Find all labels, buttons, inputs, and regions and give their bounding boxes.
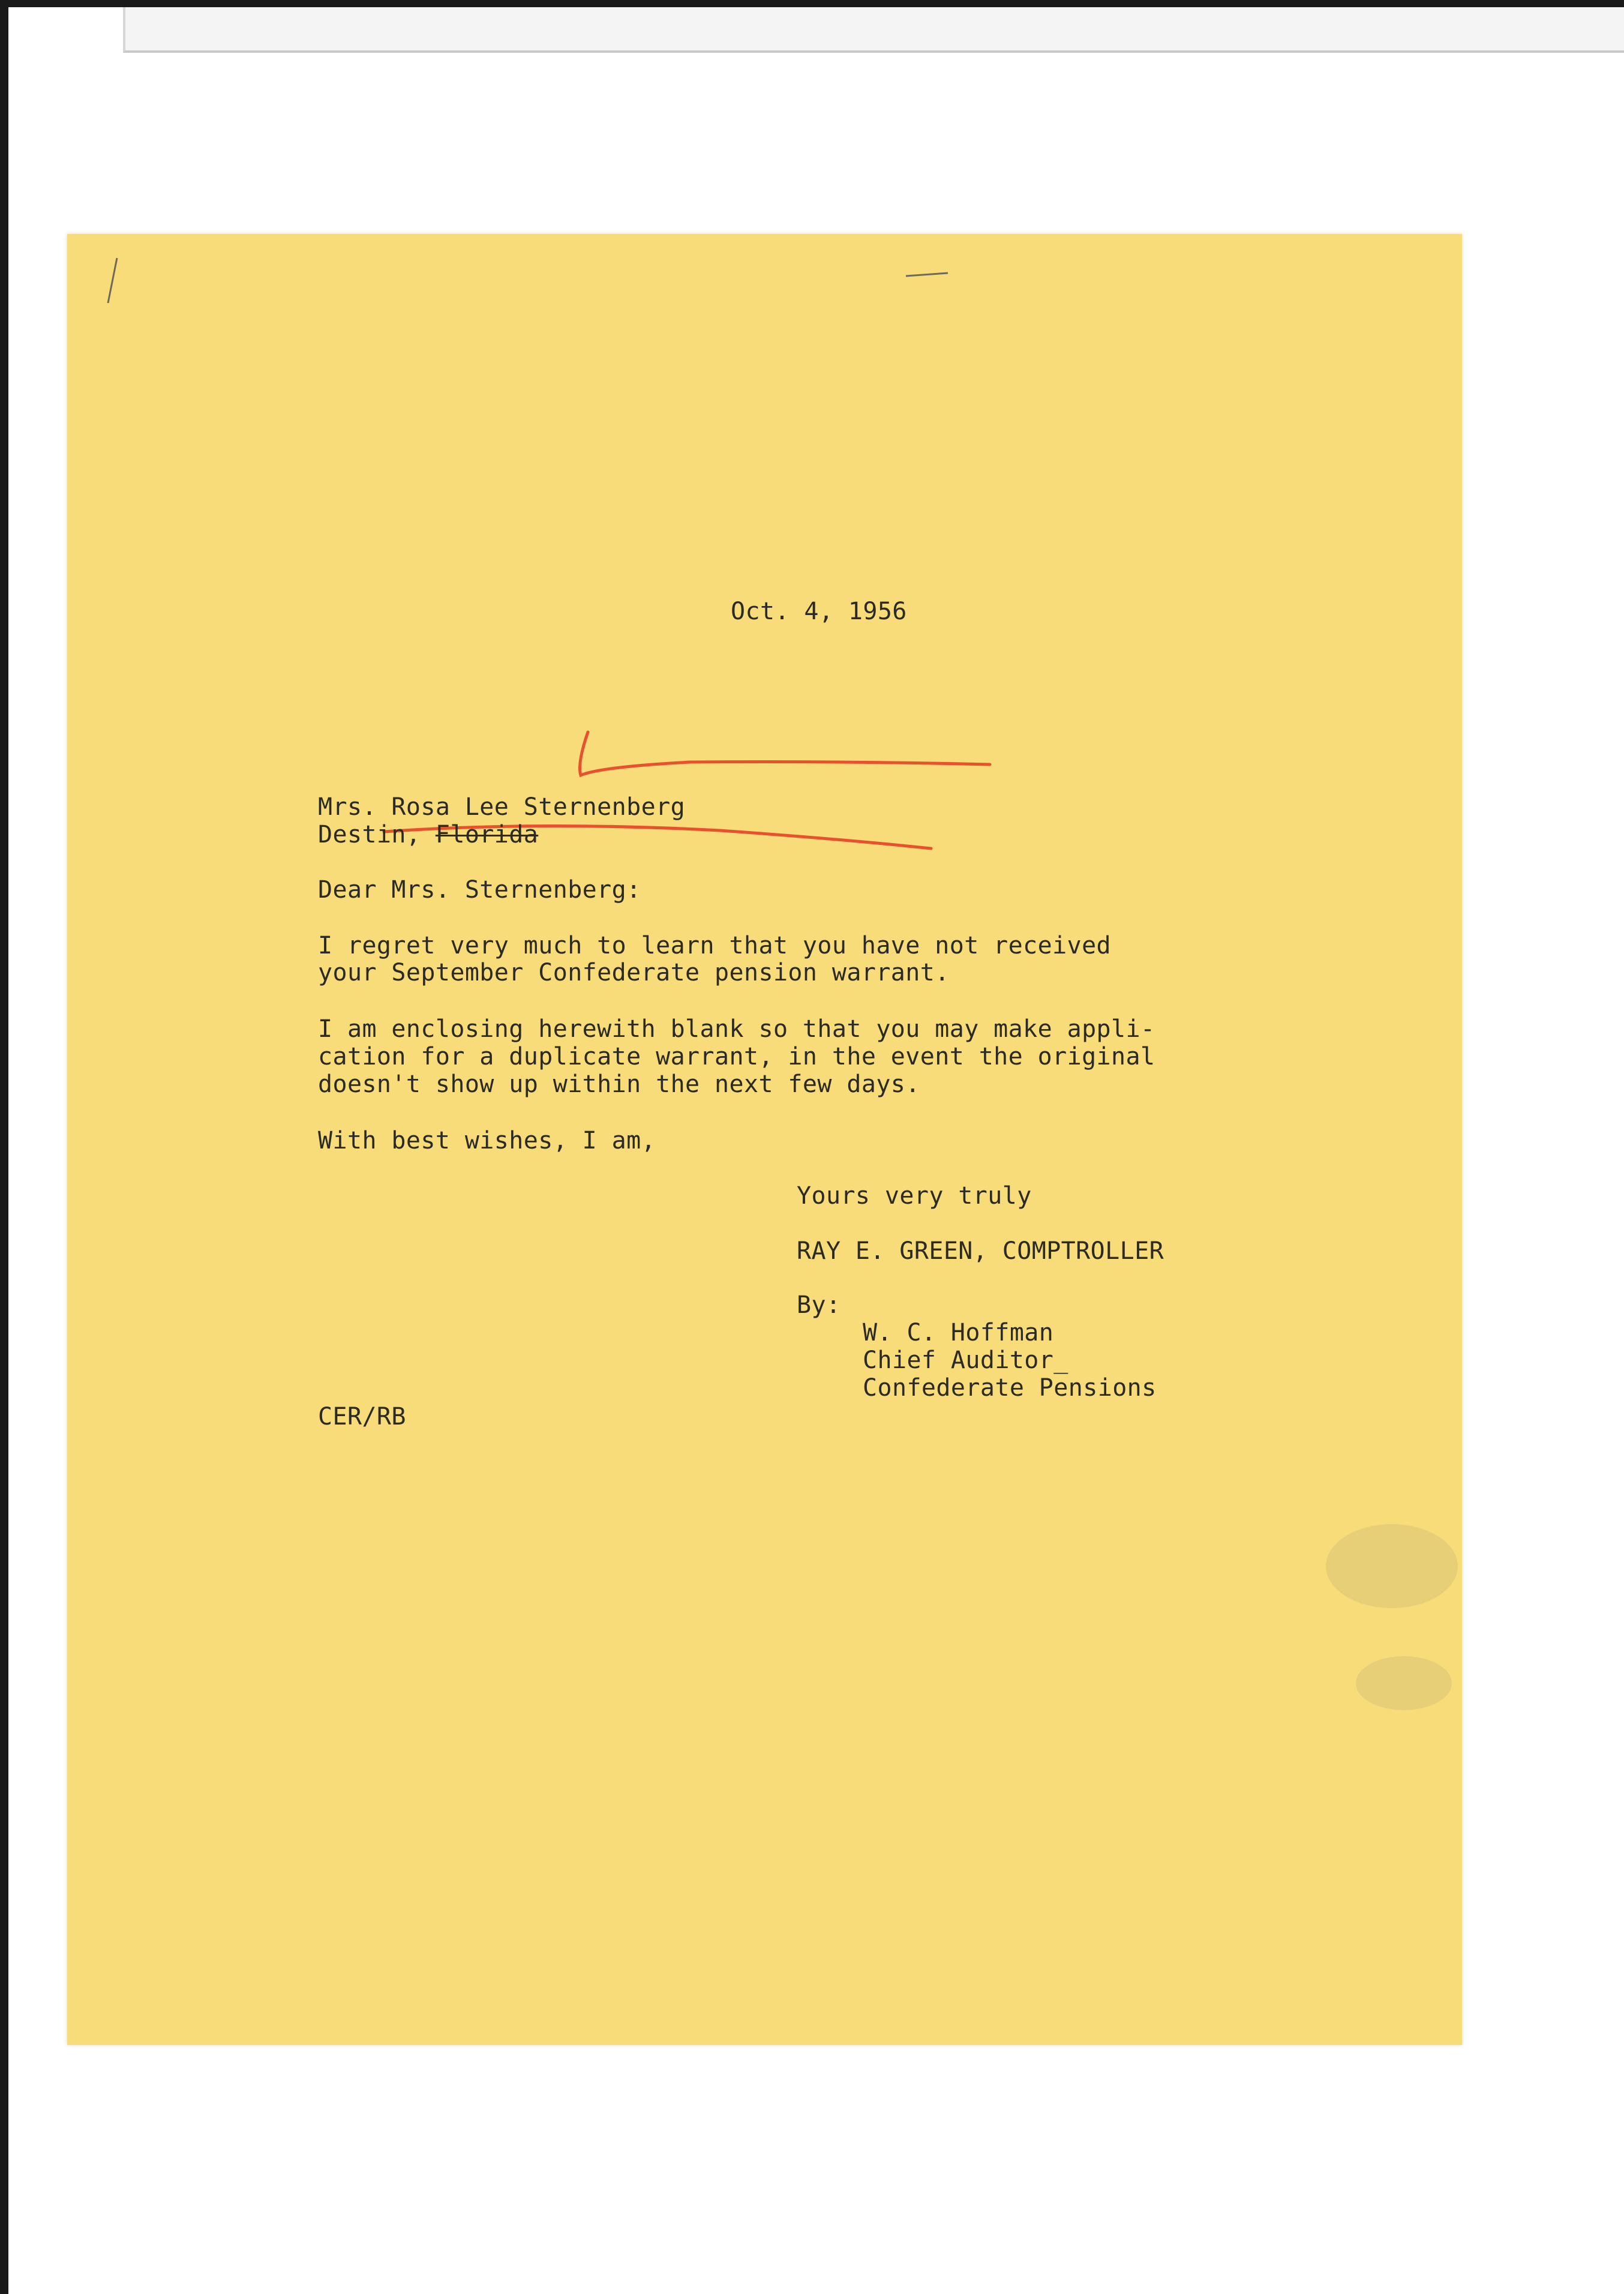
- letter-paper: [67, 234, 1462, 2045]
- scan-top-strip: [123, 7, 1624, 53]
- addressee-address: [318, 821, 538, 848]
- body-line: doesn't show up within the next few days.: [318, 1070, 920, 1098]
- letter-date: Oct. 4, 1956: [731, 598, 907, 625]
- by-label: By:: [797, 1291, 841, 1319]
- complimentary-close: Yours very truly: [797, 1182, 1032, 1210]
- signer-name: W. C. Hoffman: [863, 1319, 1054, 1347]
- scan-frame-top-edge: [0, 0, 1624, 7]
- signatory: RAY E. GREEN, COMPTROLLER: [797, 1237, 1164, 1265]
- body-line: I am enclosing herewith blank so that you may make appli-: [318, 1015, 1155, 1043]
- signer-title: Chief Auditor_: [863, 1347, 1068, 1374]
- signer-department: Confederate Pensions: [863, 1374, 1157, 1402]
- addressee-name: Mrs. Rosa Lee Sternenberg: [318, 793, 686, 821]
- addressee-state: Florida: [435, 821, 539, 848]
- reference-initials: CER/RB: [318, 1403, 406, 1431]
- body-line: I regret very much to learn that you have not received: [318, 932, 1112, 959]
- smudge-mark: [1356, 1656, 1452, 1710]
- addressee-city: Destin,: [318, 821, 421, 848]
- salutation: Dear Mrs. Sternenberg:: [318, 876, 641, 904]
- closing-line: With best wishes, I am,: [318, 1127, 656, 1155]
- body-line: cation for a duplicate warrant, in the event the original: [318, 1043, 1155, 1070]
- body-line: your September Confederate pension warrant.: [318, 959, 950, 986]
- smudge-mark: [1326, 1524, 1458, 1608]
- scan-frame-left-edge: [0, 0, 8, 2294]
